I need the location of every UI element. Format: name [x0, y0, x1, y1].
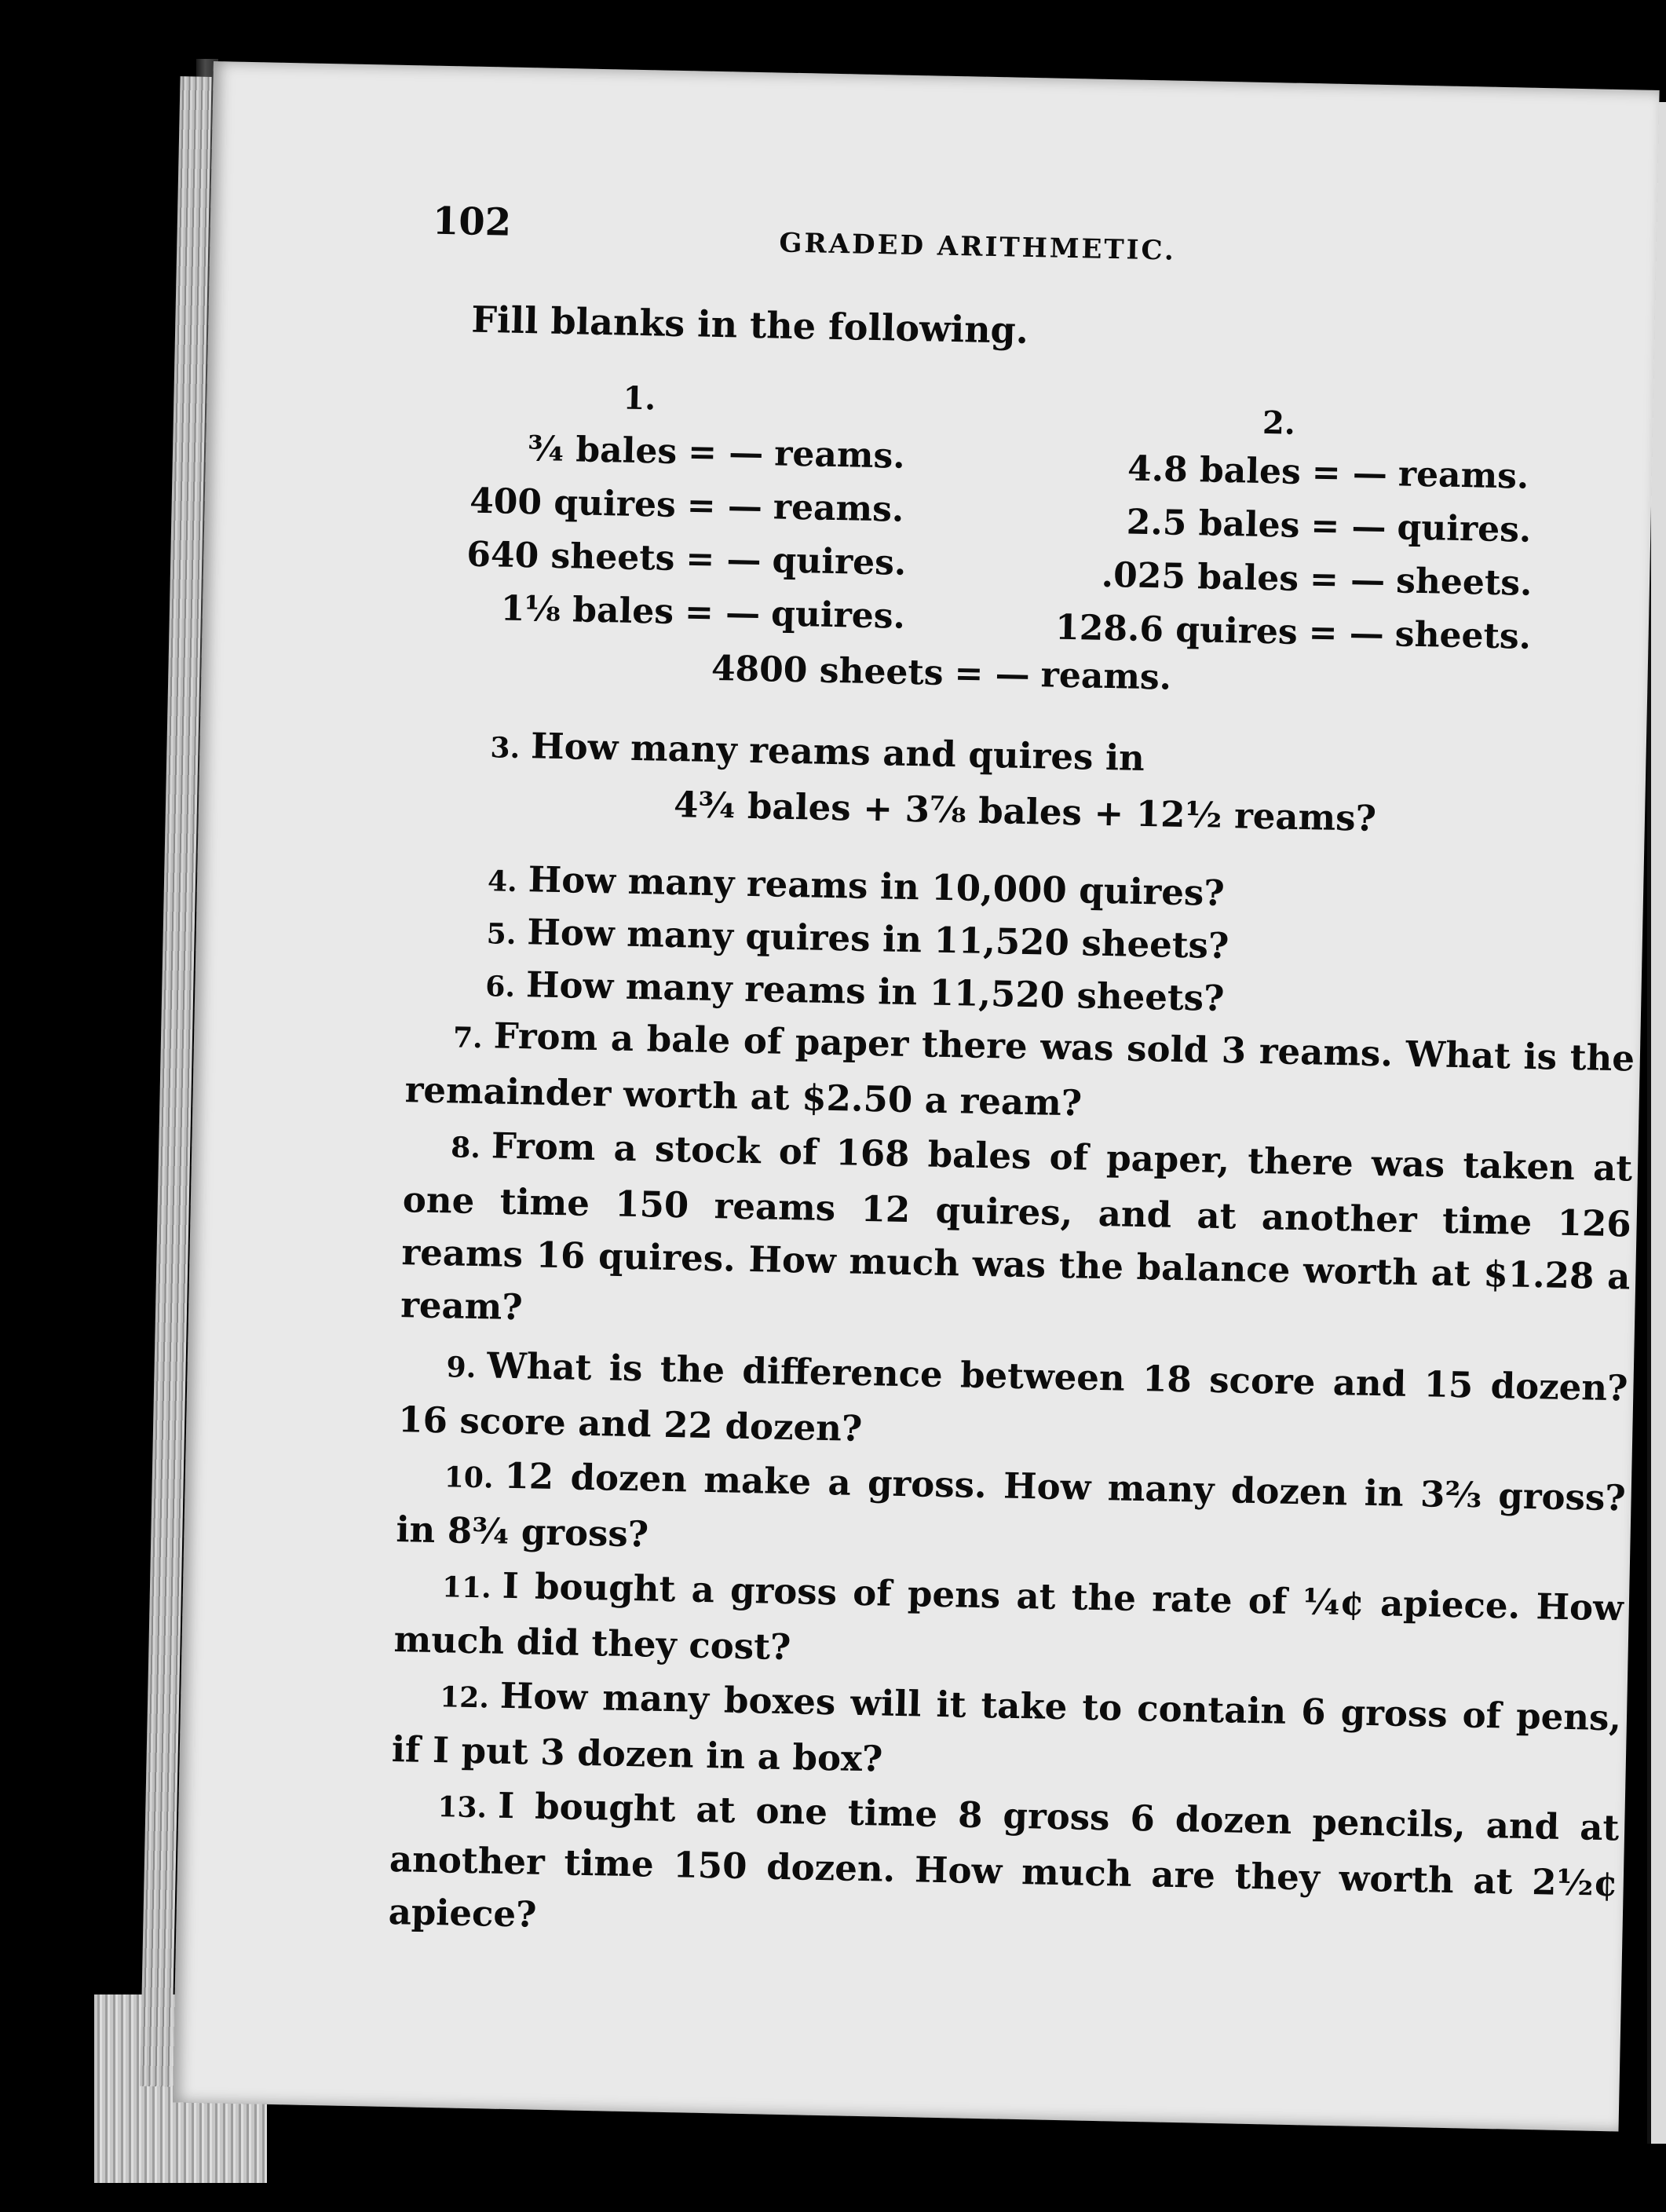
row-blank: = — [1308, 612, 1385, 655]
row-blank: = — [954, 653, 1031, 696]
row-unit: reams. [773, 433, 906, 477]
row-lhs: .025 bales [1101, 554, 1299, 599]
row-lhs: 4800 sheets [711, 648, 944, 693]
question-text: 12 dozen make a gross. How many dozen in 3⅔ gross? in 8¾ gross? [395, 1454, 1627, 1556]
running-head: GRADED ARITHMETIC. [779, 227, 1177, 267]
question-text: From a bale of paper there was sold 3 reams. What is the remainder worth at $2.50 a ream? [404, 1015, 1635, 1124]
row-unit: sheets. [1395, 561, 1533, 604]
exercise-2-row [1032, 554, 1533, 604]
row-blank: = — [1310, 506, 1387, 548]
question-13 [388, 1777, 1620, 1962]
row-blank: = — [1309, 559, 1386, 601]
question-text: I bought at one time 8 gross 6 dozen pencils, and at another time 150 dozen. How much are they worth at 2½¢ apiece? [388, 1784, 1620, 1936]
question-number: 7. [452, 1021, 484, 1055]
row-lhs: 2.5 bales [1126, 502, 1300, 546]
question-number: 13. [437, 1790, 488, 1825]
exercise-2-row [1033, 447, 1529, 497]
row-lhs: 400 quires [469, 481, 677, 525]
shared-exercise-row [707, 649, 1171, 698]
exercise-1-label: 1. [623, 379, 656, 418]
row-blank: = — [685, 539, 762, 581]
question-number: 3. [490, 731, 521, 766]
question-text: From a stock of 168 bales of paper, there was taken at one time 150 reams 12 quires, and at another time 126 reams 16 quires. How much was the balance worth at $1.28 a ream? [400, 1124, 1633, 1329]
book-page [173, 61, 1660, 2131]
question-number: 9. [446, 1351, 477, 1385]
row-unit: reams. [1397, 454, 1529, 497]
question-number: 5. [486, 917, 517, 951]
row-lhs: 640 sheets [466, 534, 675, 579]
question-text: How many reams and quires in [530, 725, 1145, 779]
page-number: 102 [432, 199, 512, 245]
exercise-2-row [1032, 500, 1532, 550]
question-number: 6. [485, 970, 516, 1004]
question-3 [411, 717, 1641, 850]
exercise-1-row [404, 533, 907, 583]
question-number: 8. [450, 1131, 481, 1165]
question-expression: 4¾ bales + 3⅞ bales + 12½ reams? [673, 783, 1377, 839]
row-unit: quires. [770, 594, 906, 637]
row-blank: = — [686, 485, 763, 528]
row-unit: reams. [1040, 655, 1172, 698]
row-lhs: 4.8 bales [1127, 448, 1302, 492]
row-unit: quires. [772, 540, 907, 583]
row-lhs: 1⅛ bales [500, 588, 674, 632]
exercise-1-row [403, 587, 906, 637]
row-blank: = — [687, 432, 764, 474]
question-text: What is the difference between 18 score and 15 dozen? 16 score and 22 dozen? [397, 1344, 1628, 1450]
row-blank: = — [1311, 452, 1388, 495]
row-blank: = — [684, 592, 761, 634]
row-lhs: ¾ bales [527, 429, 678, 472]
question-text: I bought a gross of pens at the rate of ¼¢ apiece. How much did they cost? [393, 1564, 1624, 1669]
row-unit: sheets. [1394, 614, 1532, 657]
exercise-2-label: 2. [1262, 404, 1296, 442]
question-text: How many reams in 11,520 sheets? [525, 963, 1225, 1020]
question-number: 4. [487, 865, 518, 898]
question-text: How many reams in 10,000 quires? [528, 858, 1226, 915]
question-number: 11. [441, 1570, 492, 1605]
question-8 [400, 1117, 1633, 1355]
row-unit: reams. [773, 487, 904, 530]
exercise-1-row [404, 480, 904, 530]
question-number: 10. [444, 1461, 494, 1495]
exercise-2-row [1030, 607, 1531, 657]
instructions: Fill blanks in the following. [470, 298, 1029, 352]
question-text: How many boxes will it take to contain 6 gross of pens, if I put 3 dozen in a box? [391, 1674, 1622, 1780]
exercise-1-row [406, 426, 905, 477]
question-number: 12. [439, 1680, 490, 1715]
row-lhs: 128.6 quires [1054, 607, 1299, 653]
question-text: How many quires in 11,520 sheets? [526, 911, 1229, 967]
row-unit: quires. [1397, 507, 1532, 550]
